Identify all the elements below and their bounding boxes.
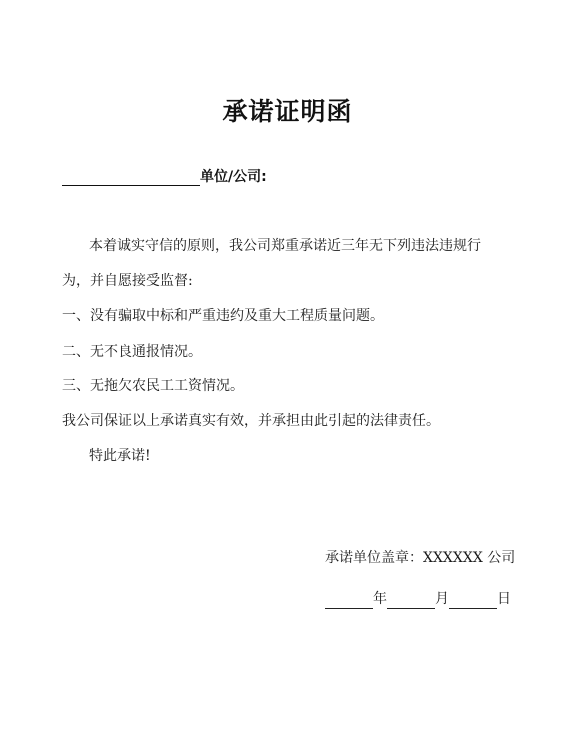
- addressee-suffix: 单位/公司:: [200, 169, 267, 185]
- addressee-blank: [62, 169, 200, 186]
- month-label: 月: [435, 591, 449, 607]
- closing-statement: 特此承诺!: [89, 448, 151, 464]
- body-paragraph-line: 为，并自愿接受监督:: [62, 273, 193, 289]
- day-label: 日: [497, 591, 511, 607]
- date-line: [325, 589, 511, 609]
- guarantee-statement: 我公司保证以上承诺真实有效，并承担由此引起的法律责任。: [62, 413, 440, 429]
- document-title: 承诺证明函: [222, 97, 353, 126]
- commitment-item: 二、无不良通报情况。: [62, 344, 202, 360]
- body-paragraph-line: 本着诚实守信的原则，我公司郑重承诺近三年无下列违法违规行: [89, 238, 481, 254]
- day-blank: [449, 592, 497, 609]
- month-blank: [387, 592, 435, 609]
- year-blank: [325, 592, 373, 609]
- seal-line: 承诺单位盖章：XXXXXX 公司: [325, 550, 516, 566]
- year-label: 年: [373, 591, 387, 607]
- commitment-item: 三、无拖欠农民工工资情况。: [62, 378, 244, 394]
- addressee-line: [62, 166, 267, 186]
- commitment-item: 一、没有骗取中标和严重违约及重大工程质量问题。: [62, 308, 384, 324]
